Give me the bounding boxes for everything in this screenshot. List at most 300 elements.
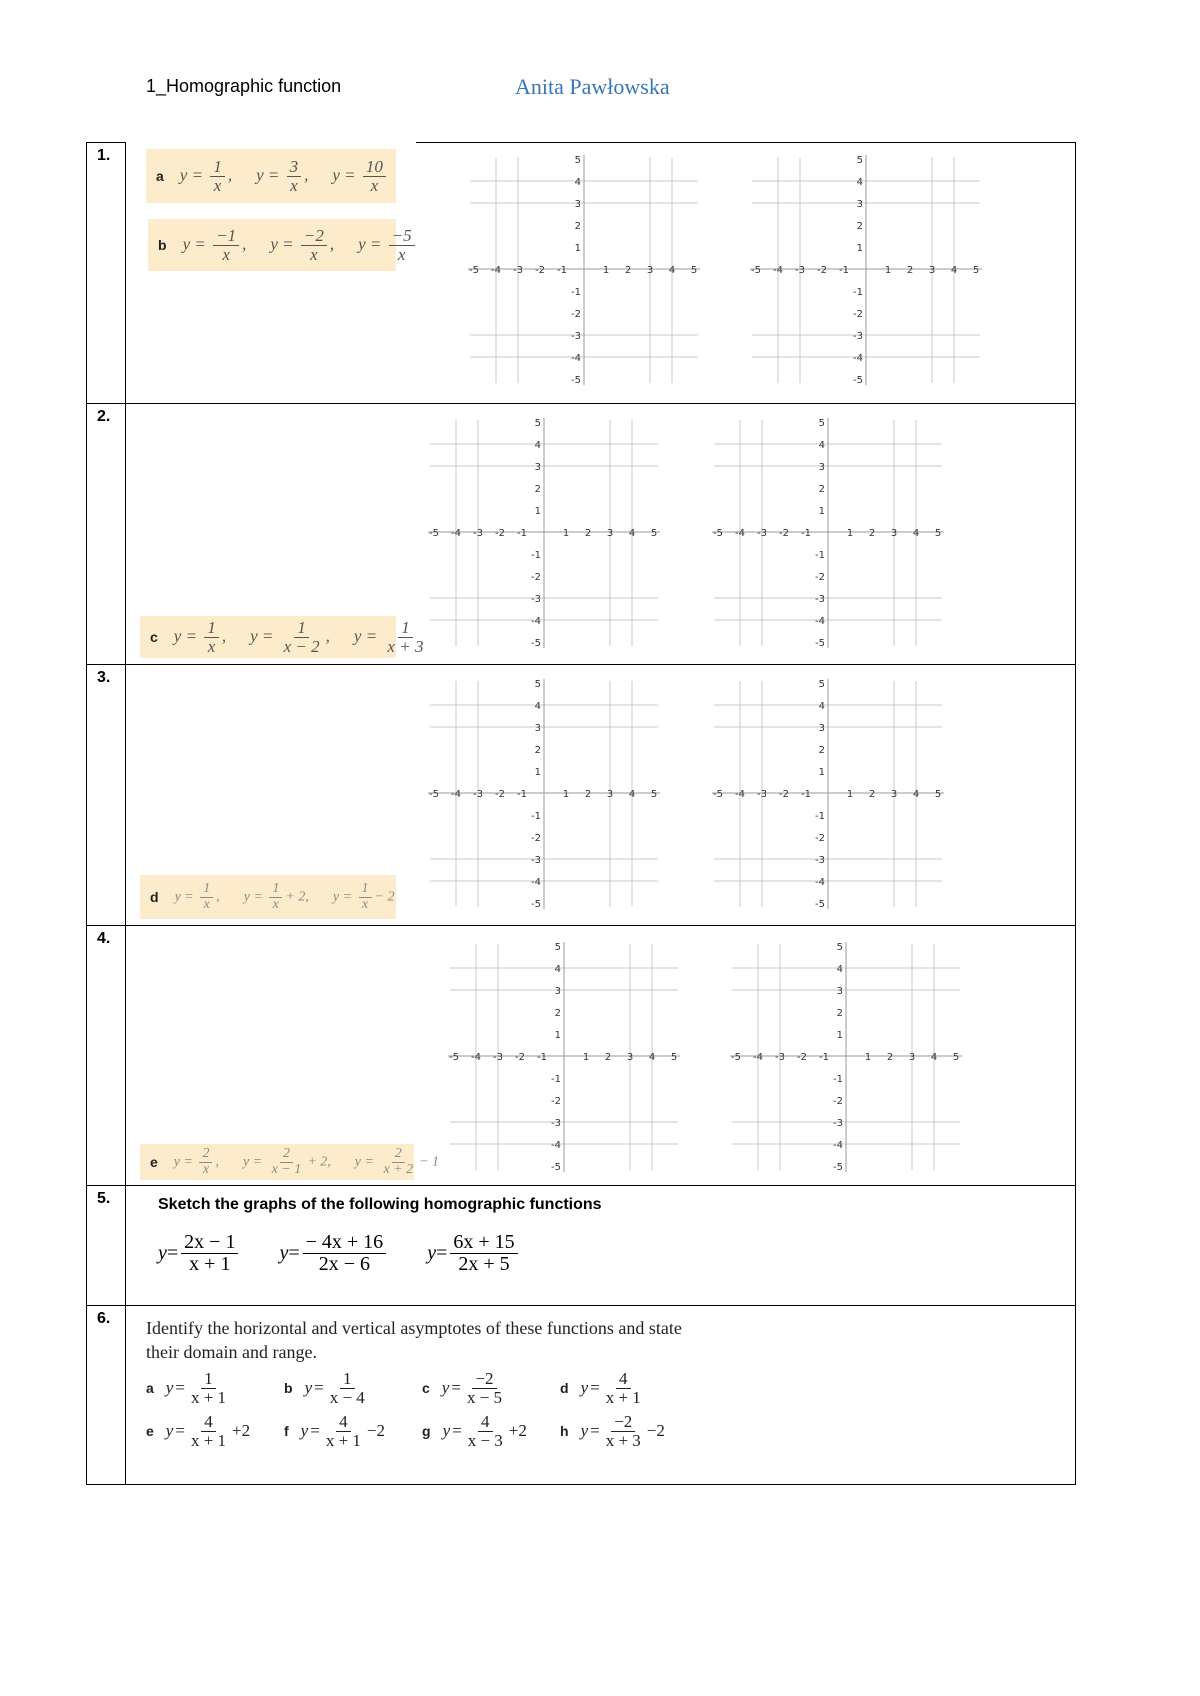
y-tick-label: -1	[815, 550, 825, 561]
y-tick-label: 4	[534, 701, 541, 712]
y-tick-label: 2	[818, 745, 825, 756]
variable-y: y	[300, 1421, 309, 1441]
exercise-item: c y = $\frac{-2}{x - 5}$	[422, 1370, 560, 1407]
x-tick-label: 4	[912, 789, 920, 800]
x-tick-label: -2	[779, 789, 789, 800]
numerator: 2	[199, 1147, 212, 1163]
y-tick-label: -4	[571, 353, 581, 364]
y-tick-label: 1	[818, 506, 825, 517]
x-tick-label: -2	[535, 265, 545, 276]
y-tick-label: 5	[534, 418, 541, 429]
x-tick-label: -3	[493, 1052, 503, 1063]
x-tick-label: 5	[934, 789, 942, 800]
equation: y = $\frac{1}{x - 2}$ ,	[250, 617, 330, 656]
x-tick-label: -5	[731, 1052, 741, 1063]
numerator: 4	[336, 1413, 351, 1432]
y-tick-label: 2	[856, 221, 863, 232]
table-row	[87, 143, 1076, 404]
x-tick-label: 3	[606, 528, 614, 539]
x-tick-label: 1	[602, 265, 610, 276]
y-tick-label: -3	[815, 594, 825, 605]
denominator: x	[202, 1161, 210, 1177]
numerator: 1	[294, 619, 309, 638]
numerator: 4	[616, 1370, 631, 1389]
equation: y = $\frac{-1}{x}$ ,	[182, 225, 247, 264]
task-6	[146, 1316, 706, 1449]
x-tick-label: 5	[690, 265, 698, 276]
denominator: x	[222, 244, 230, 264]
y-tick-label: 1	[534, 506, 541, 517]
table-row	[87, 1186, 1076, 1306]
coordinate-grid	[746, 149, 986, 389]
denominator: x + 1	[189, 1253, 231, 1275]
exercise-row	[146, 1413, 706, 1450]
x-tick-label: -2	[515, 1052, 525, 1063]
x-tick-label: -3	[757, 528, 767, 539]
x-tick-label: -3	[473, 789, 483, 800]
numerator: 2	[392, 1147, 405, 1163]
y-tick-label: -4	[833, 1140, 843, 1151]
x-tick-label: 3	[908, 1052, 916, 1063]
y-tick-label: 4	[818, 701, 825, 712]
y-tick-label: 5	[574, 155, 581, 166]
x-tick-label: 3	[928, 265, 936, 276]
x-tick-label: 3	[890, 789, 898, 800]
fraction	[603, 1413, 644, 1450]
numerator: 2	[280, 1147, 293, 1163]
equation: y = $\frac{10}{x}$	[332, 158, 389, 195]
denominator: x + 1	[325, 1430, 361, 1450]
exercise-item: h y = $\frac{-2}{x + 3}$ −2	[560, 1411, 665, 1450]
coordinate-grid	[726, 936, 966, 1176]
y-tick-label: 2	[554, 1008, 561, 1019]
variable-y: y	[165, 1421, 174, 1441]
y-tick-label: -4	[551, 1140, 561, 1151]
y-tick-label: 3	[836, 986, 843, 997]
y-tick-label: 1	[534, 767, 541, 778]
task-instructions: Identify the horizontal and vertical asymptotes of these functions and state their domain and range.	[146, 1318, 682, 1362]
equation-constant: + 2	[307, 1154, 328, 1170]
y-tick-label: -3	[571, 331, 581, 342]
numerator: 1	[398, 619, 413, 638]
denominator: x	[370, 175, 379, 195]
y-tick-label: -4	[853, 353, 863, 364]
equation: y = $\frac{-5}{x}$	[358, 227, 418, 264]
variable-y: y	[165, 1378, 174, 1398]
denominator: x − 2	[283, 636, 320, 656]
y-tick-label: 2	[534, 745, 541, 756]
y-tick-label: -5	[551, 1162, 561, 1173]
numerator: 1	[204, 619, 219, 638]
y-tick-label: -3	[833, 1118, 843, 1129]
numerator: 6x + 15	[450, 1232, 517, 1254]
y-tick-label: 3	[818, 723, 825, 734]
variable-y: y	[580, 1421, 589, 1441]
y-tick-label: -4	[531, 616, 541, 627]
exercise-letter: f	[284, 1423, 289, 1440]
equation-box	[146, 149, 396, 203]
x-tick-label: -1	[557, 265, 567, 276]
coordinate-grid	[464, 149, 704, 389]
fraction	[200, 882, 213, 912]
x-tick-label: 1	[846, 789, 854, 800]
y-tick-label: -3	[853, 331, 863, 342]
row-content	[126, 143, 1075, 403]
x-tick-label: 5	[952, 1052, 960, 1063]
y-tick-label: -1	[531, 550, 541, 561]
homographic-function: y = $\frac{6x + 15}{2x + 5}$	[427, 1232, 520, 1275]
numerator: 4	[201, 1413, 216, 1432]
denominator: x + 1	[190, 1387, 227, 1407]
equation: y = $\frac{1}{x + 3}$	[354, 619, 430, 656]
x-tick-label: -3	[775, 1052, 785, 1063]
exercise-row	[146, 1370, 706, 1407]
table-row	[87, 665, 1076, 926]
x-tick-label: 1	[582, 1052, 590, 1063]
exercise-letter: e	[150, 1154, 158, 1170]
numerator: 1	[200, 882, 213, 898]
numerator: 1	[269, 882, 282, 898]
x-tick-label: 5	[934, 528, 942, 539]
y-tick-label: -1	[853, 287, 863, 298]
x-tick-label: 4	[912, 528, 920, 539]
equation: y = $\frac{1}{x}$ ,	[174, 880, 220, 912]
x-tick-label: -1	[801, 789, 811, 800]
x-tick-label: 1	[562, 789, 570, 800]
numerator: 10	[363, 158, 386, 177]
fraction	[269, 1147, 305, 1177]
x-tick-label: -4	[735, 528, 745, 539]
document-title: 1_Homographic function	[146, 76, 342, 96]
y-tick-label: -2	[571, 309, 581, 320]
exercise-item: e y = $\frac{4}{x + 1}$ +2	[146, 1411, 251, 1450]
exercise-letter: c	[422, 1380, 430, 1397]
fraction	[210, 158, 225, 195]
y-tick-label: -5	[815, 899, 825, 910]
x-tick-label: 1	[562, 528, 570, 539]
fraction	[188, 1370, 229, 1407]
exercise-item: f y = $\frac{4}{x + 1}$ −2	[284, 1411, 385, 1450]
y-tick-label: -2	[833, 1096, 843, 1107]
exercise-item: d y = $\frac{4}{x + 1}$	[560, 1370, 698, 1407]
x-tick-label: -1	[517, 528, 527, 539]
exercise-letter: h	[560, 1423, 569, 1440]
y-tick-label: 2	[836, 1008, 843, 1019]
fraction	[281, 619, 323, 656]
y-tick-label: -5	[531, 638, 541, 649]
x-tick-label: 1	[884, 265, 892, 276]
x-tick-label: -4	[471, 1052, 481, 1063]
denominator: x	[203, 896, 210, 912]
fraction	[359, 882, 372, 912]
denominator: 2x + 5	[458, 1253, 510, 1275]
x-tick-label: 3	[646, 265, 654, 276]
y-tick-label: -5	[815, 638, 825, 649]
y-tick-label: -4	[815, 616, 825, 627]
x-tick-label: 5	[670, 1052, 678, 1063]
x-tick-label: -4	[491, 265, 501, 276]
grid-svg	[746, 149, 986, 389]
x-tick-label: 2	[584, 528, 592, 539]
fraction	[287, 158, 302, 195]
y-tick-label: 5	[836, 942, 843, 953]
coordinate-grid	[424, 673, 664, 913]
denominator: x − 5	[466, 1387, 503, 1407]
equation: y = $\frac{-2}{x}$ ,	[270, 225, 335, 264]
y-tick-label: -2	[531, 833, 541, 844]
variable-y: y	[442, 1421, 451, 1441]
y-tick-label: 4	[554, 964, 561, 975]
y-tick-label: -5	[853, 375, 863, 386]
denominator: x	[213, 175, 222, 195]
grid-svg	[424, 412, 664, 652]
equation-constant: +2	[232, 1421, 251, 1441]
y-tick-label: -1	[833, 1074, 843, 1085]
y-tick-label: -5	[531, 899, 541, 910]
fraction	[389, 227, 415, 264]
denominator: x	[272, 896, 280, 912]
y-tick-label: 2	[818, 484, 825, 495]
x-tick-label: -3	[473, 528, 483, 539]
y-tick-label: 4	[856, 177, 863, 188]
coordinate-grid	[708, 412, 948, 652]
numerator: 1	[201, 1370, 216, 1389]
y-tick-label: -3	[815, 855, 825, 866]
equation-constant: − 2	[374, 889, 395, 905]
table-row	[87, 926, 1076, 1186]
x-tick-label: -5	[469, 265, 479, 276]
row-content	[126, 665, 1075, 925]
grid-svg	[708, 673, 948, 913]
exercise-item: g y = $\frac{4}{x - 3}$ +2	[422, 1411, 527, 1450]
y-tick-label: 5	[534, 679, 541, 690]
fraction	[269, 882, 282, 912]
x-tick-label: -4	[735, 789, 745, 800]
equation: y = $\frac{2}{x + 2}$ − 1	[354, 1145, 440, 1177]
equation-constant: +2	[508, 1421, 527, 1441]
y-tick-label: -1	[815, 811, 825, 822]
y-tick-label: -2	[531, 572, 541, 583]
equation: y = $\frac{1}{x}$ ,	[179, 156, 233, 195]
x-tick-label: -4	[451, 528, 461, 539]
table-top-gap	[126, 136, 416, 146]
equation: y = $\frac{1}{x}$ + 2,	[243, 880, 309, 912]
x-tick-label: -2	[495, 528, 505, 539]
y-tick-label: 3	[818, 462, 825, 473]
denominator: x	[310, 244, 318, 264]
x-tick-label: -2	[495, 789, 505, 800]
x-tick-label: 2	[868, 528, 876, 539]
denominator: x	[397, 244, 406, 264]
coordinate-grid	[708, 673, 948, 913]
x-tick-label: -5	[751, 265, 761, 276]
x-tick-label: 4	[628, 789, 636, 800]
exercise-letter: c	[150, 629, 158, 645]
x-tick-label: 2	[624, 265, 632, 276]
fraction	[363, 158, 386, 195]
x-tick-label: -5	[449, 1052, 459, 1063]
fraction	[199, 1147, 212, 1177]
denominator: x	[361, 896, 369, 912]
y-tick-label: 4	[574, 177, 581, 188]
denominator: 2x − 6	[318, 1253, 371, 1275]
numerator: 1	[340, 1370, 355, 1389]
denominator: x − 3	[467, 1430, 503, 1450]
task-5	[158, 1196, 602, 1275]
x-tick-label: -3	[513, 265, 523, 276]
fraction	[303, 1232, 387, 1275]
equation-constant: −2	[646, 1421, 665, 1441]
equation: y = $\frac{3}{x}$ ,	[256, 156, 309, 195]
y-tick-label: -2	[815, 572, 825, 583]
table-row	[87, 1306, 1076, 1485]
task-heading: Sketch the graphs of the following homographic functions	[158, 1196, 602, 1213]
grid-svg	[726, 936, 966, 1176]
row-content	[126, 926, 1075, 1185]
y-tick-label: 4	[818, 440, 825, 451]
x-tick-label: -1	[801, 528, 811, 539]
fraction	[384, 619, 426, 656]
row-number: 6.	[97, 1310, 111, 1327]
numerator: −2	[301, 227, 327, 246]
x-tick-label: 4	[628, 528, 636, 539]
y-tick-label: 3	[856, 199, 863, 210]
x-tick-label: -3	[795, 265, 805, 276]
row-content	[126, 1306, 1075, 1484]
x-tick-label: 4	[930, 1052, 938, 1063]
x-tick-label: 2	[604, 1052, 612, 1063]
denominator: x + 1	[605, 1387, 641, 1407]
y-tick-label: 1	[574, 243, 581, 254]
y-tick-label: -2	[853, 309, 863, 320]
exercise-table	[86, 142, 1076, 1485]
denominator: x	[290, 175, 298, 195]
equation: y = $\frac{2}{x}$ ,	[173, 1145, 219, 1177]
denominator: x	[207, 636, 216, 656]
fraction	[603, 1370, 644, 1407]
fraction	[301, 227, 327, 264]
x-tick-label: 4	[648, 1052, 656, 1063]
numerator: 2x − 1	[181, 1232, 238, 1254]
exercise-letter: g	[422, 1423, 431, 1440]
y-tick-label: 2	[534, 484, 541, 495]
y-tick-label: 1	[856, 243, 863, 254]
variable-y: y	[441, 1378, 450, 1398]
numerator: 1	[210, 158, 225, 177]
numerator: 3	[287, 158, 302, 177]
function-list	[158, 1232, 602, 1275]
equation: y = $\frac{1}{x}$ − 2	[332, 880, 395, 912]
y-tick-label: 5	[818, 418, 825, 429]
x-tick-label: -5	[429, 528, 439, 539]
grid-svg	[444, 936, 684, 1176]
fraction	[464, 1370, 505, 1407]
x-tick-label: -4	[451, 789, 461, 800]
denominator: x + 3	[605, 1430, 641, 1450]
author-name: Anita Pawłowska	[515, 74, 670, 99]
row-content	[126, 404, 1075, 664]
x-tick-label: -1	[517, 789, 527, 800]
fraction	[465, 1413, 506, 1450]
numerator: 4	[478, 1413, 493, 1432]
y-tick-label: 1	[818, 767, 825, 778]
x-tick-label: -4	[753, 1052, 763, 1063]
y-tick-label: 5	[856, 155, 863, 166]
x-tick-label: -2	[797, 1052, 807, 1063]
y-tick-label: 3	[534, 723, 541, 734]
y-tick-label: -1	[551, 1074, 561, 1085]
exercise-item: b y = $\frac{1}{x - 4}$	[284, 1370, 422, 1407]
y-tick-label: -1	[571, 287, 581, 298]
y-tick-label: -4	[815, 877, 825, 888]
variable-y: y	[580, 1378, 589, 1398]
y-tick-label: 1	[836, 1030, 843, 1041]
equation-box	[148, 219, 412, 271]
x-tick-label: 2	[906, 265, 914, 276]
grid-svg	[708, 412, 948, 652]
equation: y = $\frac{1}{x}$ ,	[173, 617, 227, 656]
x-tick-label: 1	[864, 1052, 872, 1063]
x-tick-label: -5	[713, 789, 723, 800]
y-tick-label: 3	[574, 199, 581, 210]
y-tick-label: -1	[531, 811, 541, 822]
coordinate-grid	[424, 412, 664, 652]
row-number: 1.	[97, 147, 111, 164]
equation-box	[140, 1144, 440, 1180]
x-tick-label: 4	[668, 265, 676, 276]
y-tick-label: -3	[531, 594, 541, 605]
x-tick-label: 3	[626, 1052, 634, 1063]
equation-constant: −2	[366, 1421, 385, 1441]
grid-svg	[424, 673, 664, 913]
y-tick-label: 4	[836, 964, 843, 975]
exercise-letter: a	[156, 168, 164, 184]
row-number: 4.	[97, 930, 111, 947]
numerator: − 4x + 16	[303, 1232, 387, 1254]
y-tick-label: 5	[818, 679, 825, 690]
exercise-letter: b	[158, 237, 167, 253]
denominator: x + 1	[190, 1430, 227, 1450]
y-tick-label: -3	[531, 855, 541, 866]
x-tick-label: 5	[650, 789, 658, 800]
grid-svg	[464, 149, 704, 389]
x-tick-label: -5	[713, 528, 723, 539]
equation-constant: − 1	[419, 1154, 440, 1170]
y-tick-label: 3	[534, 462, 541, 473]
x-tick-label: 1	[846, 528, 854, 539]
y-tick-label: -2	[815, 833, 825, 844]
x-tick-label: 3	[890, 528, 898, 539]
fraction	[327, 1370, 368, 1407]
y-tick-label: 5	[554, 942, 561, 953]
exercise-letter: b	[284, 1380, 293, 1397]
row-number: 2.	[97, 408, 111, 425]
x-tick-label: -4	[773, 265, 783, 276]
fraction	[450, 1232, 517, 1275]
x-tick-label: -2	[779, 528, 789, 539]
y-tick-label: -4	[531, 877, 541, 888]
x-tick-label: 2	[868, 789, 876, 800]
exercise-letter: a	[146, 1380, 154, 1397]
numerator: −2	[472, 1370, 496, 1389]
y-tick-label: 1	[554, 1030, 561, 1041]
homographic-function: y = $\frac{2x - 1}{x + 1}$	[158, 1232, 241, 1275]
x-tick-label: 2	[886, 1052, 894, 1063]
x-tick-label: -5	[429, 789, 439, 800]
variable-y: y	[279, 1242, 289, 1264]
x-tick-label: 3	[606, 789, 614, 800]
exercise-item: a y = $\frac{1}{x + 1}$	[146, 1370, 284, 1407]
